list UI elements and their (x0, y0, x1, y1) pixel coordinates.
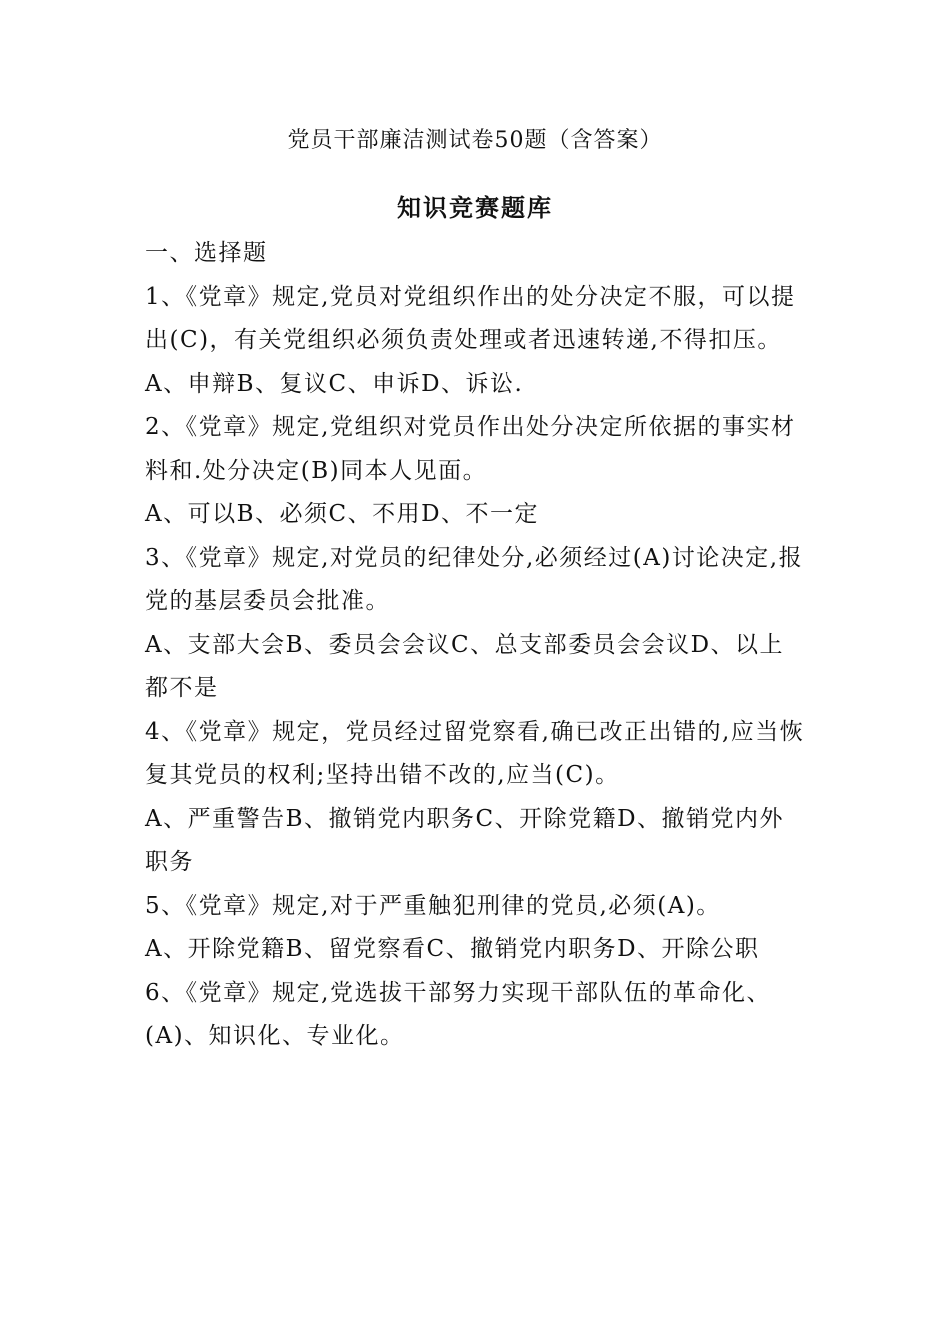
question-5-options: A、开除党籍B、留党察看C、撤销党内职务D、开除公职 (145, 936, 760, 962)
question-4-text: 4、《党章》规定，党员经过留党察看,确已改正出错的,应当恢复其党员的权利;坚持出错不改的,应当(C)。 (145, 718, 805, 788)
question-1-text: 1、《党章》规定,党员对党组织作出的处分决定不服，可以提出(C)，有关党组织必须负责处理或者迅速转递,不得扣压。 (145, 283, 796, 353)
question-1-options: A、申辩B、复议C、申诉D、诉讼. (145, 370, 524, 397)
question-3-options: A、支部大会B、委员会会议C、总支部委员会会议D、以上都不是 (145, 631, 785, 701)
document-title: 党员干部廉洁测试卷50题（含答案） (287, 128, 663, 153)
section-heading: 一、选择题 (145, 240, 268, 266)
question-2-text: 2、《党章》规定,党组织对党员作出处分决定所依据的事实材料和.处分决定(B)同本人见面。 (145, 414, 796, 484)
question-6-text: 6、《党章》规定,党选拔干部努力实现干部队伍的革命化、(A)、知识化、专业化。 (145, 979, 771, 1049)
question-2-options: A、可以B、必须C、不用D、不一定 (145, 501, 540, 527)
question-5-text: 5、《党章》规定,对于严重触犯刑律的党员,必须(A)。 (145, 892, 721, 919)
document-body (145, 232, 805, 1059)
document-subtitle: 知识竞赛题库 (397, 193, 553, 222)
question-3-text: 3、《党章》规定,对党员的纪律处分,必须经过(A)讨论决定,报党的基层委员会批准。 (145, 544, 804, 614)
question-4-options: A、严重警告B、撤销党内职务C、开除党籍D、撤销党内外职务 (145, 805, 785, 875)
